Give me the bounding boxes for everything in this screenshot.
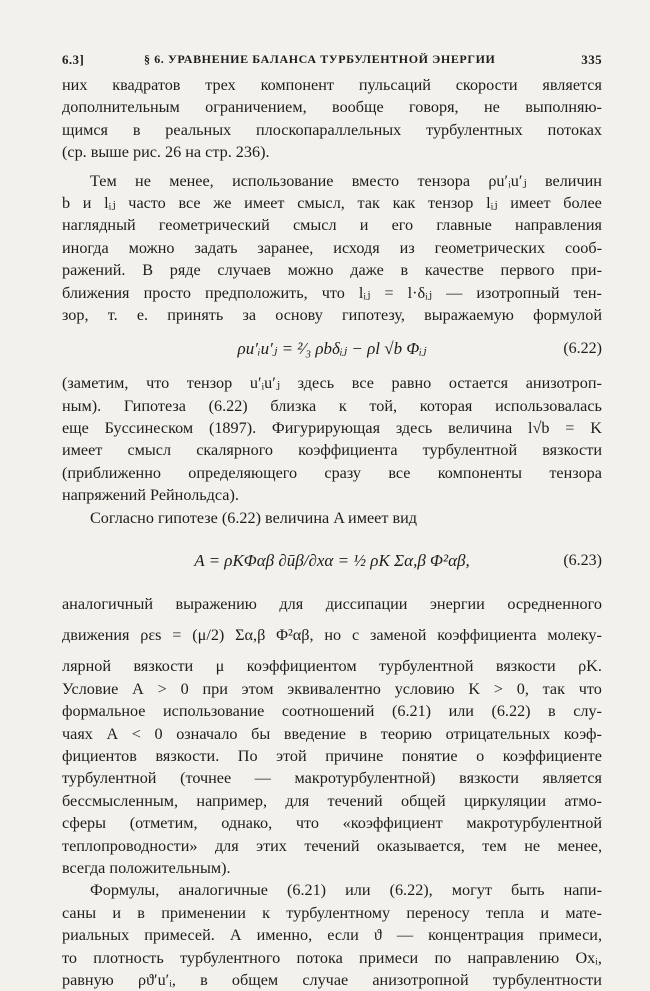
- formula-6-23: [62, 529, 602, 593]
- paragraph-3: [62, 372, 602, 506]
- text-line: теплопроводности» для этих течений оказывается, тем не менее,: [62, 836, 602, 855]
- text-line: то плотность турбулентного потока примеси по направлению Oxᵢ,: [62, 948, 602, 967]
- text-line: бессмысленным, например, для течений общей циркуляции атмо-: [62, 791, 602, 810]
- formula-6-22: [62, 326, 602, 372]
- text-line: аналогичный выражению для диссипации энергии осредненного: [62, 595, 602, 614]
- text-line: щимся в реальных плоскопараллельных турбулентных потоках: [62, 120, 602, 139]
- paragraph-5: [62, 593, 602, 879]
- text-line: еще Буссинеском (1897). Фигурирующая здесь величина l√b = K: [62, 419, 602, 438]
- paragraph-4: [62, 507, 602, 529]
- text-line: фициентов вязкости. По этой причине понятие о коэффициенте: [62, 746, 602, 765]
- paragraph-1: [62, 74, 602, 164]
- text-line: лярной вязкости μ коэффициентом турбулентной вязкости ρK.: [62, 657, 602, 676]
- chapter-title: § 6. УРАВНЕНИЕ БАЛАНСА ТУРБУЛЕНТНОЙ ЭНЕРГИИ: [144, 52, 496, 66]
- text-line: саны и в применении к турбулентному переносу тепла и мате-: [62, 903, 602, 922]
- text-line: них квадратов трех компонент пульсаций скорости является: [62, 76, 602, 94]
- text-line: Согласно гипотезе (6.22) величина A имеет вид: [90, 508, 417, 527]
- text-line: равную ρϑ′u′ᵢ, в общем случае анизотропной турбулентности: [62, 970, 602, 989]
- text-line: имеет смысл скалярного коэффициента турбулентной вязкости: [62, 441, 602, 460]
- text-line: наглядный геометрический смысл и его главные направления: [62, 216, 602, 235]
- text-line: риальных примесей. А именно, если ϑ — концентрация примеси,: [62, 926, 602, 945]
- text-line: ражений. В ряде случаев можно даже в качестве первого при-: [62, 261, 602, 280]
- text-line: сферы (отметим, однако, что «коэффициент макротурбулентной: [62, 814, 602, 833]
- page-body: [62, 74, 602, 991]
- text-line: турбулентной (точнее — макротурбулентной) вязкости является: [62, 769, 602, 788]
- text-line: b и lᵢⱼ часто все же имеет смысл, так как тензор lᵢⱼ имеет более: [62, 193, 602, 212]
- running-header: [62, 52, 602, 72]
- text-line: дополнительным ограничением, вообще говоря, не выполняю-: [62, 98, 602, 117]
- paragraph-6: [62, 879, 602, 991]
- formula-expression: ρu′ᵢu′ⱼ = ²⁄₃ ρbδᵢⱼ − ρl √b Φᵢⱼ: [237, 339, 427, 359]
- page-number: 335: [581, 52, 602, 67]
- formula-number: (6.23): [563, 552, 602, 570]
- text-line: движения ρεs = (μ/2) Σα,β Φ²αβ, но с заменой коэффициента молеку-: [62, 626, 602, 645]
- section-number: 6.3]: [62, 52, 85, 67]
- text-line: Условие A > 0 при этом эквивалентно условию K > 0, так что: [62, 679, 602, 698]
- text-line: чаях A < 0 означало бы введение в теорию отрицательных коэф-: [62, 724, 602, 743]
- text-line: Формулы, аналогичные (6.21) или (6.22), могут быть напи-: [90, 881, 602, 900]
- text-line: ближения просто предположить, что lᵢⱼ = l·δᵢⱼ — изотропный тен-: [62, 283, 602, 302]
- text-line: (заметим, что тензор u′ᵢu′ⱼ здесь все равно остается анизотроп-: [62, 374, 602, 393]
- paragraph-2: [62, 170, 602, 327]
- text-line: (приближенно определяющего сразу все компоненты тензора: [62, 463, 602, 482]
- text-line: зор, т. е. принять за основу гипотезу, выражаемую формулой: [62, 305, 602, 324]
- formula-number: (6.22): [563, 340, 602, 358]
- formula-expression: A = ρKΦαβ ∂ūβ/∂xα = ½ ρK Σα,β Φ²αβ,: [194, 551, 470, 571]
- text-line: формальное использование соотношений (6.21) или (6.22) в слу-: [62, 702, 602, 721]
- text-line: напряжений Рейнольдса).: [62, 486, 239, 505]
- text-line: всегда положительным).: [62, 858, 231, 877]
- text-line: ным). Гипотеза (6.22) близка к той, которая использовалась: [62, 396, 602, 415]
- text-line: иногда можно задать заранее, исходя из геометрических сооб-: [62, 238, 602, 257]
- text-line: Тем не менее, использование вместо тензора ρu′ᵢu′ⱼ величин: [90, 171, 602, 190]
- text-line: (ср. выше рис. 26 на стр. 236).: [62, 143, 270, 162]
